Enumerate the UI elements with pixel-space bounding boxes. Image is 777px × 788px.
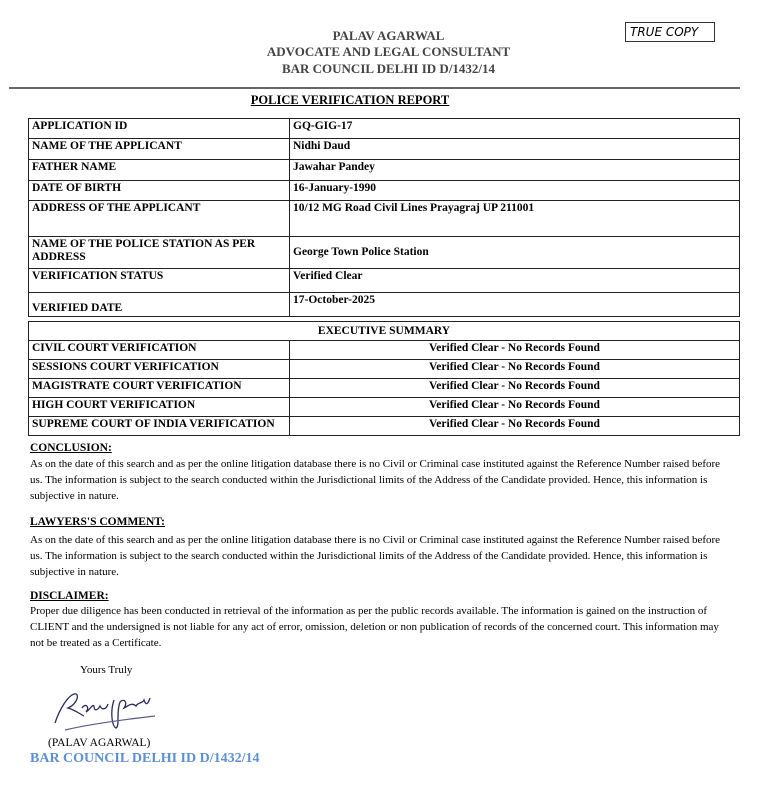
row-label: APPLICATION ID: [29, 119, 290, 139]
row-label: SUPREME COURT OF INDIA VERIFICATION: [29, 417, 290, 436]
row-value: Nidhi Daud: [290, 139, 740, 160]
table-row: [29, 181, 740, 201]
executive-summary-heading: EXECUTIVE SUMMARY: [29, 322, 740, 341]
lawyers-comment-heading: LAWYERS'S COMMENT:: [30, 516, 165, 528]
table-row: [29, 201, 740, 237]
table-row: [29, 269, 740, 293]
true-copy-stamp: TRUE COPY: [625, 22, 715, 42]
table-row: [29, 139, 740, 160]
table-row: [29, 341, 740, 360]
row-value: 17-October-2025: [290, 293, 740, 317]
report-title: POLICE VERIFICATION REPORT: [250, 93, 450, 107]
table-row: [29, 119, 740, 139]
row-value: George Town Police Station: [290, 237, 740, 269]
row-value: Jawahar Pandey: [290, 160, 740, 181]
signature-image: [50, 688, 160, 738]
advocate-designation: ADVOCATE AND LEGAL CONSULTANT: [266, 44, 511, 59]
row-label: SESSIONS COURT VERIFICATION: [29, 360, 290, 379]
row-label: NAME OF THE APPLICANT: [29, 139, 290, 160]
row-value: Verified Clear - No Records Found: [290, 341, 740, 360]
row-value: Verified Clear - No Records Found: [290, 360, 740, 379]
table-row: [29, 398, 740, 417]
table-row: [29, 160, 740, 181]
table-row: [29, 293, 740, 317]
row-label: CIVIL COURT VERIFICATION: [29, 341, 290, 360]
conclusion-heading: CONCLUSION:: [30, 442, 112, 454]
disclaimer-text: Proper due diligence has been conducted in retrieval of the information as per the public records available. The information is gained on the instruction of CLIENT and the undersigned is not liable for any act of error, omission, deletion or non publication of records of the concerned court. This information may not be treated as a Certificate.: [30, 605, 719, 649]
executive-summary-table: [28, 321, 740, 436]
table-row: [29, 360, 740, 379]
closing-salutation: Yours Truly: [80, 664, 133, 676]
signatory-name: (PALAV AGARWAL): [48, 737, 151, 749]
row-value: 10/12 MG Road Civil Lines Prayagraj UP 211001: [290, 201, 740, 237]
row-value: Verified Clear - No Records Found: [290, 398, 740, 417]
row-value: Verified Clear - No Records Found: [290, 417, 740, 436]
table-row: [29, 379, 740, 398]
row-label: DATE OF BIRTH: [29, 181, 290, 201]
advocate-name: PALAV AGARWAL: [332, 28, 445, 43]
lawyers-comment-text: As on the date of this search and as per the online litigation database there is no Civil or Criminal case instituted against the Reference Number raised before us. The information is subject to the search conducted within the Jurisdictional limits of the Address of the Candidate provided. Hence, this information is subjective in nature.: [30, 534, 721, 578]
row-value: Verified Clear: [290, 269, 740, 293]
row-label: FATHER NAME: [29, 160, 290, 181]
row-label: VERIFICATION STATUS: [29, 269, 290, 293]
row-label: ADDRESS OF THE APPLICANT: [29, 201, 290, 237]
header-divider: [9, 87, 740, 89]
row-label: NAME OF THE POLICE STATION AS PER ADDRESS: [29, 237, 290, 269]
conclusion-text: As on the date of this search and as per the online litigation database there is no Civil or Criminal case instituted against the Reference Number raised before us. The information is subject to the search conducted within the Jurisdictional limits of the Address of the Candidate provided. Hence, this information is subjective in nature.: [30, 458, 721, 502]
table-row: [29, 237, 740, 269]
row-label: VERIFIED DATE: [29, 293, 290, 317]
advocate-bar-id: BAR COUNCIL DELHI ID D/1432/14: [281, 61, 496, 76]
row-label: HIGH COURT VERIFICATION: [29, 398, 290, 417]
details-table: [28, 118, 740, 317]
row-label: MAGISTRATE COURT VERIFICATION: [29, 379, 290, 398]
disclaimer-heading: DISCLAIMER:: [30, 590, 109, 602]
table-row: [29, 417, 740, 436]
row-value: 16-January-1990: [290, 181, 740, 201]
row-value: GQ-GIG-17: [290, 119, 740, 139]
signatory-bar-id: BAR COUNCIL DELHI ID D/1432/14: [30, 751, 260, 766]
row-value: Verified Clear - No Records Found: [290, 379, 740, 398]
